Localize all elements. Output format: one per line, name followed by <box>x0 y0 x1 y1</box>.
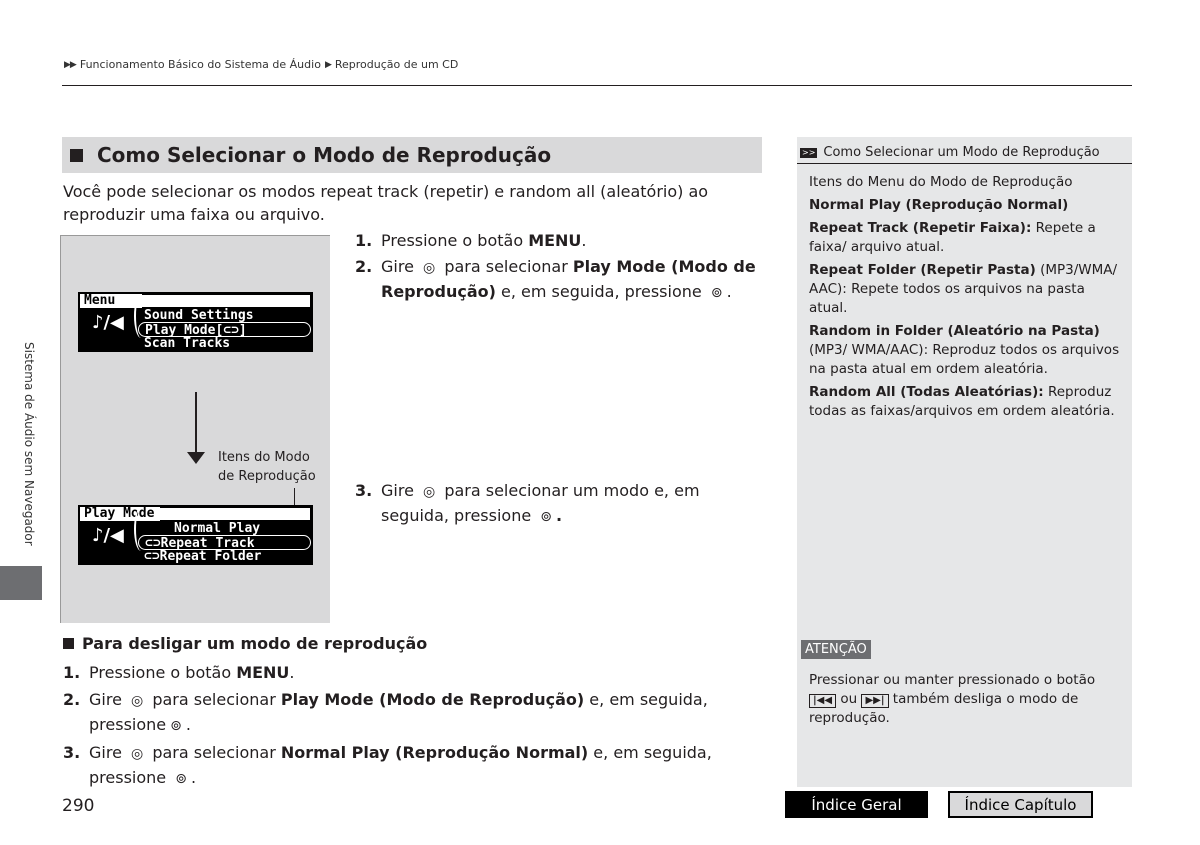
screen-title: Menu <box>80 294 142 308</box>
menu-line: ⊂⊃Repeat Folder <box>144 549 262 564</box>
arrow-icon: ▶ <box>324 59 331 70</box>
step-1: 1. Pressione o botão MENU. <box>355 231 587 250</box>
knob-icon: ◎ <box>423 260 436 276</box>
intro-text: Você pode selecionar os modos repeat track (repetir) e random all (aleatório) ao reproduzir uma faixa ou arquivo. <box>63 182 709 224</box>
down-arrow-icon <box>195 392 197 458</box>
sidebar-header: >> Como Selecionar um Modo de Reprodução <box>797 145 1132 164</box>
breadcrumb <box>64 58 458 71</box>
chapter-tab[interactable] <box>0 566 42 600</box>
step-3: 3. Gire ◎ para selecionar Normal Play (Reprodução Normal) e, em seguida, pressione ⊚ . <box>63 741 773 791</box>
push-icon: ⊚ <box>170 718 182 734</box>
reference-icon: >> <box>802 147 816 157</box>
music-icon: ♪/◀ <box>92 525 124 546</box>
breadcrumb-item[interactable]: Funcionamento Básico do Sistema de Áudio <box>79 58 321 71</box>
knob-icon: ◎ <box>131 746 144 762</box>
sidebar-body: Itens do Menu do Modo de Reprodução Normal Play (Reprodução Normal) Repeat Track (Repetir Faixa): Repete a faixa/ arquivo atual. Repeat Folder (Repetir Pasta) (MP3/WMA/ AAC): Repete todos os arquivos na pasta atual. Random in Folder (Aleatório na Pasta) (MP3/ WMA/AAC): Reproduz todos os arquivos na pasta atual em ordem aleatória. Random All (Todas Aleatórias): Reproduz todas as faixas/arquivos em ordem aleatória. <box>809 174 1120 419</box>
menu-line-selected: ⊂⊃Repeat Track <box>138 535 311 550</box>
step-3: 3. Gire ◎ para selecionar um modo e, em seguida, pressione ⊚ . <box>355 479 765 529</box>
step-1: 1. Pressione o botão MENU. <box>63 663 295 682</box>
audio-display-play-mode <box>78 505 313 565</box>
step-2: 2. Gire ◎ para selecionar Play Mode (Modo de Reprodução) e, em seguida, pressione ⊚ . <box>63 688 773 738</box>
steps-list <box>355 229 765 308</box>
warning-tag: ATENÇÃO <box>801 640 871 659</box>
breadcrumb-item[interactable]: Reprodução de um CD <box>334 58 459 71</box>
push-icon: ⊚ <box>540 509 552 525</box>
sub-heading: Para desligar um modo de reprodução <box>63 634 427 653</box>
sidebar-notes <box>797 137 1132 787</box>
square-bullet-icon <box>70 149 83 162</box>
menu-line-selected: Play Mode[⊂⊃] <box>138 322 311 337</box>
push-icon: ⊚ <box>710 285 723 301</box>
skip-forward-icon: ▶▶| <box>861 694 888 708</box>
figure-caption: Itens do Modo de Reprodução <box>218 450 316 484</box>
chapter-side-label: Sistema de Áudio sem Navegador <box>22 342 36 546</box>
knob-icon: ◎ <box>131 693 144 709</box>
steps-list <box>355 479 765 532</box>
music-icon: ♪/◀ <box>92 312 124 333</box>
knob-icon: ◎ <box>423 484 436 500</box>
double-arrow-icon: ▶▶ <box>64 59 76 70</box>
menu-line: Normal Play <box>174 521 261 536</box>
steps-list-off <box>63 661 773 794</box>
push-icon: ⊚ <box>175 771 187 787</box>
screen-title: Play Mode <box>80 507 160 521</box>
divider <box>62 85 1132 86</box>
page-number: 290 <box>62 796 95 816</box>
chapter-index-button[interactable]: Índice Capítulo <box>948 791 1093 818</box>
square-bullet-icon <box>63 638 74 649</box>
menu-line: Sound Settings <box>144 308 254 323</box>
section-header <box>62 137 762 173</box>
section-title: Como Selecionar o Modo de Reprodução <box>97 143 552 167</box>
arrow-head-icon <box>187 452 205 464</box>
audio-display-menu <box>78 292 313 352</box>
general-index-button[interactable]: Índice Geral <box>785 791 928 818</box>
skip-back-icon: |◀◀ <box>809 694 836 708</box>
menu-line: Scan Tracks <box>144 336 231 351</box>
step-2: 2. Gire ◎ para selecionar Play Mode (Modo de Reprodução) e, em seguida, pressione ⊚ . <box>355 255 765 305</box>
warning-text: Pressionar ou manter pressionado o botão |◀◀ ou ▶▶| também desliga o modo de reprodução. <box>809 672 1096 726</box>
